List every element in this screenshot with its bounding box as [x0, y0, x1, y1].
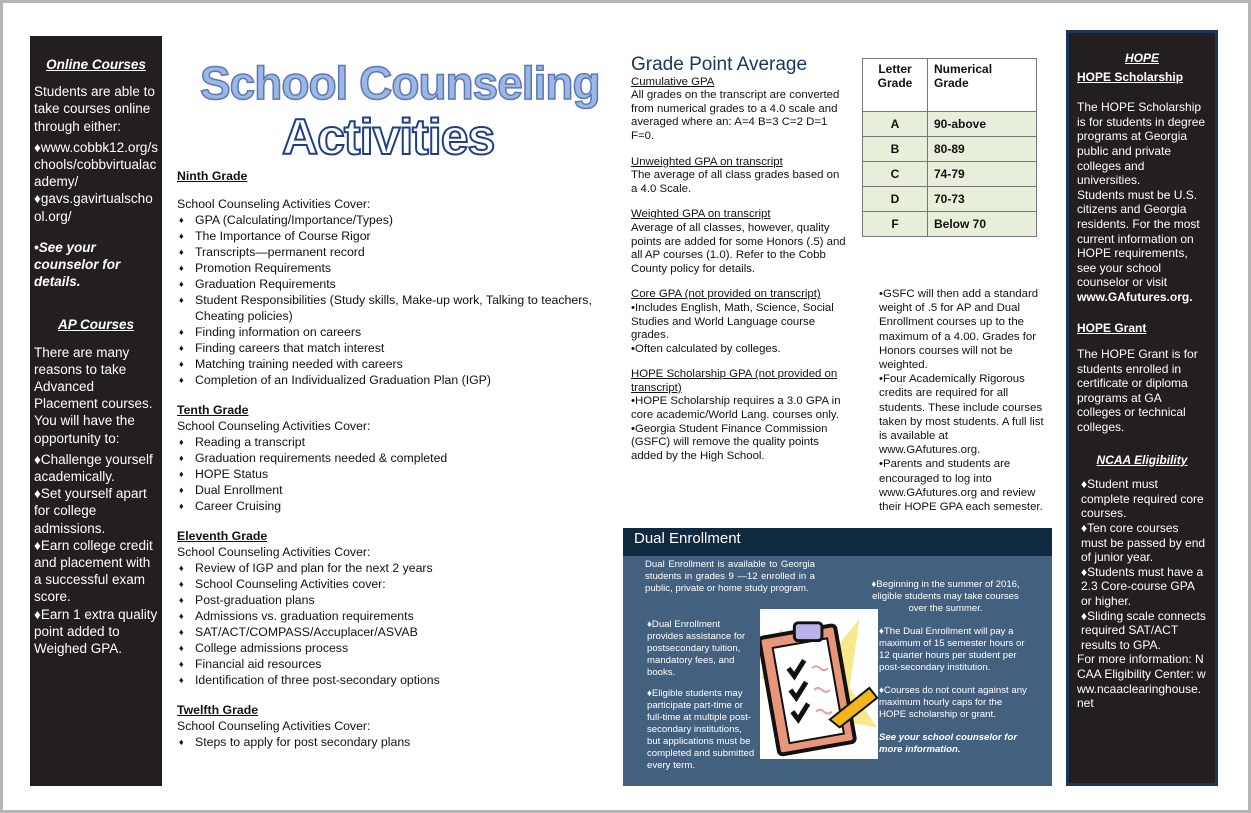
dual-intro: Dual Enrollment is available to Georgia students in grades 9 —12 enrolled in a public, private or home study program. [645, 559, 815, 594]
list-item: ♦ Post-graduation plans [177, 592, 597, 608]
list-item: ♦ Identification of three post-secondary options [177, 672, 597, 688]
letter-cell: C [863, 162, 928, 187]
list-item: ♦ Finding careers that match interest [177, 340, 597, 356]
dual-point: ♦Beginning in the summer of 2016, eligible students may take courses over the summer. [871, 579, 1020, 614]
grade-intro: School Counseling Activities Cover: [177, 545, 371, 559]
ncaa-item: ♦Students must have a 2.3 Core-course GPA or higher. [1081, 564, 1204, 608]
range-cell: 90-above [928, 112, 1037, 137]
list-item: ♦ Graduation Requirements [177, 276, 597, 292]
dual-enrollment-title: Dual Enrollment [623, 528, 1052, 556]
table-row [863, 212, 1037, 237]
table-row [863, 112, 1037, 137]
gpa-subheading: Weighted GPA on transcript [631, 208, 771, 221]
gpa-text: •HOPE Scholarship requires a 3.0 GPA in core academic/World Lang. courses only. •Georgia Student Finance Commission (GSFC) will remove the quality points added by the High School. [631, 395, 841, 462]
online-text: Students are able to take courses online through either: [34, 84, 155, 134]
table-row [863, 137, 1037, 162]
hope-heading: HOPE [1124, 51, 1159, 65]
gpa-subheading: Core GPA (not provided on transcript) [631, 288, 821, 301]
gpa-section [631, 54, 847, 475]
list-item: ♦ Review of IGP and plan for the next 2 years [177, 560, 597, 576]
gpa-text: All grades on the transcript are converted from numerical grades to a 4.0 scale and averaged where an: A=4 B=3 C=2 D=1 F=0. [631, 89, 840, 142]
grade-scale-table [862, 58, 1037, 237]
scholarship-text: The HOPE Scholarship is for students in degree programs at Georgia public and private colleges and universities. [1077, 100, 1206, 188]
list-item: ♦ Dual Enrollment [177, 482, 597, 498]
list-item: ♦ SAT/ACT/COMPASS/Accuplacer/ASVAB [177, 624, 597, 640]
gpa-subheading: HOPE Scholarship GPA (not provided on transcript) [631, 368, 838, 394]
ncaa-item: ♦Ten core courses must be passed by end of junior year. [1081, 521, 1206, 565]
table-row [863, 187, 1037, 212]
grade-heading: Twelfth Grade [177, 703, 259, 717]
title-line-2: Activities [282, 109, 495, 165]
see-counselor-note: See your school counselor for more information. [879, 732, 1018, 755]
ap-item: ♦Set yourself apart for college admissions. [34, 486, 147, 536]
grade-intro: School Counseling Activities Cover: [177, 197, 371, 211]
list-item: ♦ Graduation requirements needed & completed [177, 450, 597, 466]
left-sidebar [30, 36, 162, 786]
tenth-grade-section [177, 402, 597, 514]
range-cell: 80-89 [928, 137, 1037, 162]
clipboard-clipart [760, 609, 878, 759]
see-counselor: •See your counselor for details. [34, 239, 121, 290]
list-item: ♦ Transcripts—permanent record [177, 244, 597, 260]
gpa-text: •Includes English, Math, Science, Social Studies and World Language course grades. •Often calculated by colleges. [631, 301, 834, 355]
online-courses-heading: Online Courses [46, 57, 146, 72]
grade-intro: School Counseling Activities Cover: [177, 719, 371, 733]
ncaa-heading: NCAA Eligibility [1096, 452, 1188, 467]
table-header: Letter Grade [863, 59, 928, 112]
list-item: ♦ Financial aid resources [177, 656, 597, 672]
dual-point: ♦The Dual Enrollment will pay a maximum of 15 semester hours or 12 quarter hours per student per post-secondary institution. [879, 626, 1025, 673]
gpa-text: Average of all classes, however, quality points are added for some Honors (.5) and all AP courses (1.0). Refer to the Cobb County policy for details. [631, 221, 846, 275]
ap-item: ♦Earn college credit and placement with a successful exam score. [34, 537, 153, 605]
grade-heading: Tenth Grade [177, 403, 249, 417]
gpa-subheading: Unweighted GPA on transcript [631, 155, 783, 168]
title-line-1: School Counseling [200, 57, 600, 109]
note: •GSFC will then add a standard weight of .5 for AP and Dual Enrollment courses up to the maximum of a 4.00. Grades for Honors courses will not be weighted. [879, 288, 1039, 372]
list-item: ♦ The Importance of Course Rigor [177, 228, 597, 244]
twelfth-grade-section [177, 702, 597, 750]
grade-intro: School Counseling Activities Cover: [177, 419, 371, 433]
ncaa-item: ♦Student must complete required core courses. [1081, 477, 1204, 521]
scholarship-text-2: Students must be U.S. citizens and Georgia residents. For the most current information on HOPE requirements, see your school counselor or visit [1077, 187, 1200, 290]
hope-grant-heading: HOPE Grant [1077, 320, 1147, 335]
list-item: ♦ Student Responsibilities (Study skills, Make-up work, Talking to teachers, Cheating policies) [177, 292, 597, 324]
ap-item: ♦Challenge yourself academically. [34, 451, 153, 485]
hope-gpa-notes [879, 287, 1047, 514]
ap-text: There are many reasons to take Advanced Placement courses. You will have the opportunity to: [34, 344, 153, 446]
letter-cell: D [863, 187, 928, 212]
dual-point: ♦Courses do not count against any maximum hourly caps for the HOPE scholarship or grant. [879, 685, 1027, 720]
grade-heading: Ninth Grade [177, 169, 248, 183]
table-row [863, 162, 1037, 187]
right-sidebar [1066, 30, 1218, 786]
note: •Four Academically Rigorous credits are required for all students. These include courses taken by most students. A full list is available at www.GAfutures.org. [879, 373, 1044, 457]
range-cell: 74-79 [928, 162, 1037, 187]
list-item: ♦ Completion of an Individualized Graduation Plan (IGP) [177, 372, 597, 388]
list-item: ♦ College admissions process [177, 640, 597, 656]
list-item: ♦ Reading a transcript [177, 434, 597, 450]
dual-point: ♦Eligible students may participate part-time or full-time at multiple post-secondary institutions, but applications must be completed and submitted every term. [647, 688, 755, 771]
letter-cell: A [863, 112, 928, 137]
list-item: ♦ HOPE Status [177, 466, 597, 482]
table-header: Numerical Grade [928, 59, 1037, 112]
dual-point: ♦Dual Enrollment provides assistance for postsecondary tuition, mandatory fees, and books. [647, 619, 746, 678]
list-item: ♦ Career Cruising [177, 498, 597, 514]
eleventh-grade-section [177, 528, 597, 688]
letter-cell: B [863, 137, 928, 162]
grade-activities [177, 168, 597, 764]
gpa-title: Grade Point Average [631, 54, 808, 75]
gafutures-link[interactable]: www.GAfutures.org. [1077, 289, 1193, 304]
list-item: ♦ GPA (Calculating/Importance/Types) [177, 212, 597, 228]
list-item: ♦ Admissions vs. graduation requirements [177, 608, 597, 624]
ncaa-item: ♦Sliding scale connects required SAT/ACT results to GPA. [1081, 608, 1206, 652]
letter-cell: F [863, 212, 928, 237]
list-item: ♦ Matching training needed with careers [177, 356, 597, 372]
ninth-grade-section [177, 168, 597, 388]
range-cell: Below 70 [928, 212, 1037, 237]
note: •Parents and students are encouraged to log into www.GAfutures.org and review their HOPE GPA each semester. [879, 458, 1043, 514]
grant-text: The HOPE Grant is for students enrolled in certificate or diploma programs at GA colleges or technical colleges. [1077, 347, 1198, 435]
list-item: ♦ Steps to apply for post secondary plans [177, 734, 597, 750]
online-link[interactable]: ♦gavs.gavirtualschool.org/ [34, 191, 153, 224]
ap-item: ♦Earn 1 extra quality point added to Weighed GPA. [34, 606, 158, 657]
gpa-subheading: Cumulative GPA [631, 75, 715, 88]
list-item: ♦ School Counseling Activities cover: [177, 576, 597, 592]
ap-courses-heading: AP Courses [57, 317, 135, 333]
ncaa-more-info: For more information: NCAA Eligibility Center: www.ncaaclearinghouse.net [1077, 652, 1206, 711]
list-item: ♦ Promotion Requirements [177, 260, 597, 276]
hope-scholarship-heading: HOPE Scholarship [1077, 69, 1184, 84]
list-item: ♦ Finding information on careers [177, 324, 597, 340]
range-cell: 70-73 [928, 187, 1037, 212]
gpa-text: The average of all class grades based on a 4.0 Scale. [631, 169, 840, 195]
grade-heading: Eleventh Grade [177, 529, 268, 543]
online-link[interactable]: ♦www.cobbk12.org/schools/cobbvirtualacademy/ [34, 139, 158, 190]
